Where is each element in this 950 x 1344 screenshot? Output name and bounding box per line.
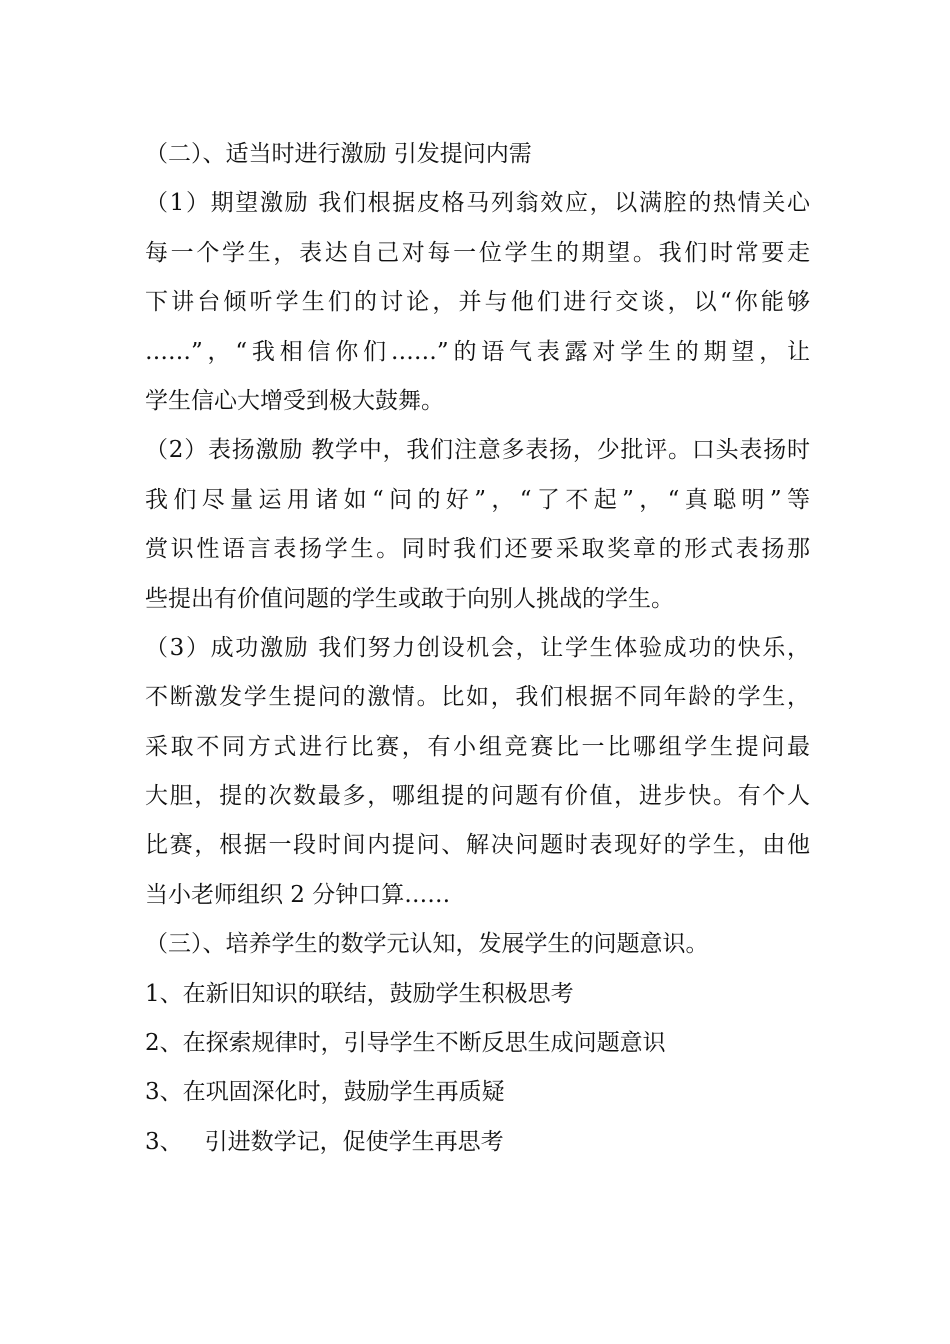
list-item: 2、在探索规律时，引导学生不断反思生成问题意识 <box>145 1030 666 1057</box>
paragraph-line: 学生信心大增受到极大鼓舞。 <box>145 387 444 414</box>
paragraph-line: 不断激发学生提问的激情。比如，我们根据不同年龄的学生， <box>145 684 810 711</box>
section-heading-3: （三）、培养学生的数学元认知，发展学生的问题意识。 <box>145 931 709 958</box>
section-heading-2: （二）、适当时进行激励 引发提问内需 <box>145 141 532 167</box>
paragraph-line: 比赛，根据一段时间内提问、解决问题时表现好的学生，由他 <box>145 832 810 859</box>
paragraph-line: 采取不同方式进行比赛，有小组竞赛比一比哪组学生提问最 <box>145 733 810 760</box>
list-item: 3、 引进数学记，促使学生再思考 <box>145 1128 504 1155</box>
paragraph-line: ……”，“我相信你们……”的语气表露对学生的期望，让 <box>145 338 810 365</box>
document-body <box>145 130 810 1167</box>
paragraph-line: 些提出有价值问题的学生或敢于向别人挑战的学生。 <box>145 585 674 612</box>
paragraph-line: 每一个学生，表达自己对每一位学生的期望。我们时常要走 <box>145 239 810 266</box>
list-item: 1、在新旧知识的联结，鼓励学生积极思考 <box>145 980 574 1007</box>
paragraph-line: 我们尽量运用诸如“问的好”，“了不起”，“真聪明”等 <box>145 486 810 513</box>
paragraph-line: 当小老师组织 2 分钟口算…… <box>145 881 451 908</box>
paragraph-line: （1）期望激励 我们根据皮格马列翁效应，以满腔的热情关心 <box>145 190 810 217</box>
paragraph-line: （3）成功激励 我们努力创设机会，让学生体验成功的快乐， <box>145 634 810 661</box>
paragraph-line: （2）表扬激励 教学中，我们注意多表扬，少批评。口头表扬时 <box>145 437 810 464</box>
paragraph-line: 大胆，提的次数最多，哪组提的问题有价值，进步快。有个人 <box>145 783 810 810</box>
paragraph-line: 赏识性语言表扬学生。同时我们还要采取奖章的形式表扬那 <box>145 536 810 563</box>
paragraph-line: 下讲台倾听学生们的讨论，并与他们进行交谈，以“你能够 <box>145 289 810 316</box>
list-item: 3、在巩固深化时，鼓励学生再质疑 <box>145 1079 505 1106</box>
